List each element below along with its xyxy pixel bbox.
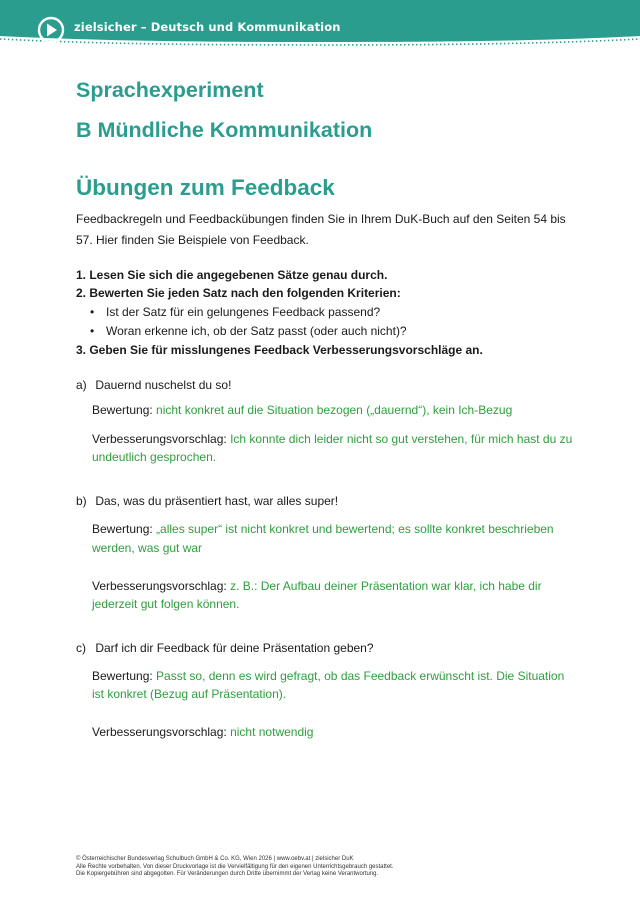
footer-line-3: Die Kopiergebühren sind abgegolten. Für Veränderungen durch Dritte übernimmt der Verlag keine Verantwortung. (76, 871, 379, 877)
section-title: Übungen zum Feedback (76, 175, 335, 200)
task-b: b) Das, was du präsentiert hast, war alles super! (76, 494, 339, 508)
header-band (0, 0, 640, 44)
footer-copyright (76, 856, 394, 879)
instruction-step-2: 2. Bewerten Sie jeden Satz nach den folgenden Kriterien: (76, 286, 401, 300)
task-c: c) Darf ich dir Feedback für deine Präsentation geben? (76, 641, 374, 655)
task-c-bewertung: Bewertung: Passt so, denn es wird gefragt, ob das Feedback erwünscht ist. Die Situation (92, 669, 565, 683)
page-subtitle: B Mündliche Kommunikation (76, 118, 373, 142)
criteria-bullet-1: • Ist der Satz für ein gelungenes Feedback passend? (92, 302, 380, 322)
intro-line-1: Feedbackregeln und Feedbackübungen finden Sie in Ihrem DuK-Buch auf den Seiten 54 bis (76, 212, 566, 226)
brand-name: zielsicher – Deutsch und Kommunikation (74, 20, 341, 34)
footer-line-1: © Österreichischer Bundesverlag Schulbuch GmbH & Co. KG, Wien 2026 | www.oebv.at | zielsicher DuK (76, 856, 354, 862)
intro-line-2: 57. Hier finden Sie Beispiele von Feedback. (76, 233, 309, 247)
instruction-step-3: 3. Geben Sie für misslungenes Feedback Verbesserungsvorschläge an. (76, 343, 483, 357)
criteria-bullet-2: • Woran erkenne ich, ob der Satz passt (oder auch nicht)? (92, 321, 407, 341)
task-b-vorschlag: Verbesserungsvorschlag: z. B.: Der Aufbau deiner Präsentation war klar, ich habe dir (92, 579, 542, 593)
task-a-bewertung: Bewertung: nicht konkret auf die Situation bezogen („dauernd“), kein Ich-Bezug (92, 403, 513, 417)
play-logo-icon (36, 15, 66, 45)
page-title: Sprachexperiment (76, 78, 264, 102)
footer-line-2: Alle Rechte vorbehalten. Von dieser Druckvorlage ist die Vervielfältigung für den eigenen Unterrichtsgebrauch gestattet. (76, 863, 394, 870)
task-a: a) Dauernd nuschelst du so! (76, 378, 232, 392)
task-b-vorschlag-cont: jederzeit gut folgen können. (92, 597, 240, 611)
task-c-vorschlag: Verbesserungsvorschlag: nicht notwendig (92, 725, 314, 739)
task-a-vorschlag: Verbesserungsvorschlag: Ich konnte dich leider nicht so gut verstehen, für mich hast du zu (92, 432, 573, 446)
instruction-step-1: 1. Lesen Sie sich die angegebenen Sätze genau durch. (76, 268, 388, 282)
task-a-vorschlag-cont: undeutlich gesprochen. (92, 450, 217, 464)
task-c-bewertung-cont: ist konkret (Bezug auf Präsentation). (92, 687, 287, 701)
task-b-bewertung-cont: werden, was gut war (92, 541, 203, 555)
task-b-bewertung: Bewertung: „alles super“ ist nicht konkret und bewertend; es sollte konkret beschrieben (92, 522, 554, 536)
